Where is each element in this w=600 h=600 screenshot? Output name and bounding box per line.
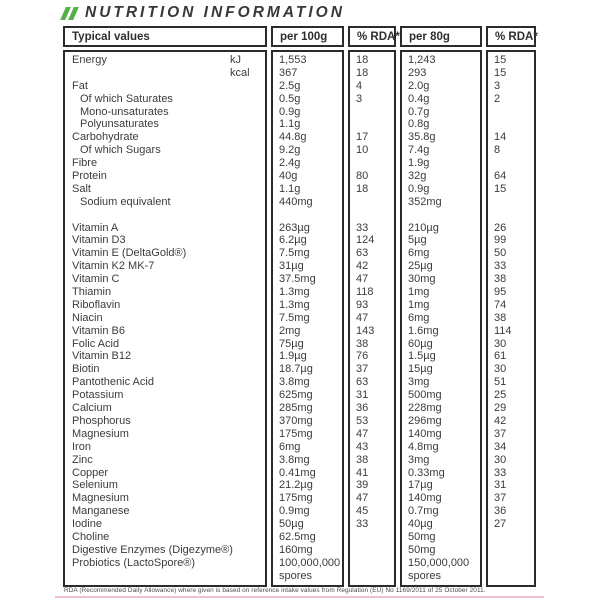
cell-per-80g: 50mg bbox=[408, 543, 436, 556]
cell-rda-80g: 38 bbox=[494, 311, 507, 324]
cell-rda-80g: 61 bbox=[494, 350, 507, 363]
cell-rda-80g: 15 bbox=[494, 66, 507, 79]
cell-rda-80g: 31 bbox=[494, 479, 507, 492]
cell-rda-80g: 8 bbox=[494, 144, 501, 157]
cell-rda-80g: 30 bbox=[494, 363, 507, 376]
cell-per-100g: 285mg bbox=[279, 402, 313, 415]
cell-per-100g bbox=[273, 209, 342, 222]
column-rda-100g bbox=[348, 50, 396, 587]
cell-per-100g: 7.5mg bbox=[279, 311, 310, 324]
nutrient-name: Choline bbox=[72, 530, 110, 543]
cell-rda-80g bbox=[488, 570, 534, 583]
cell-per-80g: 0.9g bbox=[408, 182, 430, 195]
row-label bbox=[65, 273, 265, 286]
cell-per-100g: 367 bbox=[279, 66, 298, 79]
cell-rda-100g bbox=[350, 196, 394, 209]
nutrient-name: Probiotics (LactoSpore®) bbox=[72, 556, 196, 569]
cell-per-100g: 62.5mg bbox=[279, 530, 316, 543]
cell-per-100g: 40g bbox=[279, 170, 298, 183]
cell-per-80g: 3mg bbox=[408, 453, 430, 466]
cell-rda-100g bbox=[350, 157, 394, 170]
cell-per-100g: 9.2g bbox=[279, 144, 301, 157]
column-per-80g bbox=[400, 50, 482, 587]
cell-per-100g: 1.3mg bbox=[279, 298, 310, 311]
cell-per-80g: 210µg bbox=[408, 221, 439, 234]
column-per-100g bbox=[271, 50, 344, 587]
cell-rda-100g: 18 bbox=[356, 182, 369, 195]
nutrient-name: Pantothenic Acid bbox=[72, 376, 154, 389]
cell-per-80g: 30mg bbox=[408, 273, 436, 286]
cell-rda-80g: 15 bbox=[494, 182, 507, 195]
cell-rda-100g bbox=[350, 557, 394, 570]
cell-per-100g: 50µg bbox=[279, 518, 304, 531]
nutrient-name: Phosphorus bbox=[72, 414, 131, 427]
cell-rda-80g: 29 bbox=[494, 402, 507, 415]
row-label bbox=[65, 389, 265, 402]
cell-rda-80g: 33 bbox=[494, 260, 507, 273]
nutrient-name: Potassium bbox=[72, 389, 124, 402]
cell-rda-100g: 43 bbox=[356, 440, 369, 453]
nutrient-name: Vitamin B12 bbox=[72, 350, 132, 363]
cell-per-80g: 140mg bbox=[408, 492, 442, 505]
cell-rda-80g: 14 bbox=[494, 131, 507, 144]
cell-per-80g: 293 bbox=[408, 66, 427, 79]
cell-rda-80g: 3 bbox=[494, 79, 501, 92]
cell-per-80g: 1mg bbox=[408, 286, 430, 299]
cell-per-100g: 1.1g bbox=[279, 182, 301, 195]
cell-rda-100g: 38 bbox=[356, 337, 369, 350]
cell-rda-80g: 64 bbox=[494, 170, 507, 183]
cell-per-80g: spores bbox=[408, 569, 442, 582]
cell-rda-100g: 42 bbox=[356, 260, 369, 273]
row-label bbox=[65, 286, 265, 299]
cell-rda-100g: 18 bbox=[356, 66, 369, 79]
cell-per-80g: 1.6mg bbox=[408, 324, 439, 337]
header-typical-values: Typical values bbox=[63, 26, 267, 47]
energy-unit-label: kcal bbox=[230, 66, 250, 79]
cell-per-80g: 1.9g bbox=[408, 157, 430, 170]
cell-rda-100g: 36 bbox=[356, 402, 369, 415]
row-label bbox=[65, 93, 265, 106]
row-label bbox=[65, 505, 265, 518]
cell-per-100g: 440mg bbox=[279, 195, 313, 208]
row-label bbox=[65, 260, 265, 273]
cell-rda-100g: 118 bbox=[356, 286, 374, 299]
nutrient-name: Vitamin D3 bbox=[72, 234, 126, 247]
nutrient-name: Selenium bbox=[72, 479, 118, 492]
cell-rda-100g: 3 bbox=[356, 92, 363, 105]
cell-rda-80g: 30 bbox=[494, 337, 507, 350]
cell-rda-80g: 51 bbox=[494, 376, 507, 389]
cell-rda-80g: 99 bbox=[494, 234, 507, 247]
row-label bbox=[65, 531, 265, 544]
cell-per-100g: 100,000,000 bbox=[279, 556, 341, 569]
cell-rda-80g: 33 bbox=[494, 466, 507, 479]
row-label bbox=[65, 131, 265, 144]
nutrient-name: Vitamin A bbox=[72, 221, 119, 234]
cell-per-80g: 0.33mg bbox=[408, 466, 445, 479]
column-typical-values bbox=[63, 50, 267, 587]
nutrient-name: Copper bbox=[72, 466, 109, 479]
cell-rda-80g: 27 bbox=[494, 518, 507, 531]
cell-per-80g: 1mg bbox=[408, 298, 430, 311]
nutrient-name: Digestive Enzymes (Digezyme®) bbox=[72, 543, 233, 556]
row-label bbox=[65, 54, 265, 67]
double-slash-icon bbox=[63, 7, 78, 20]
nutrient-name: Fibre bbox=[72, 157, 98, 170]
cell-rda-100g bbox=[350, 209, 394, 222]
cell-rda-80g: 95 bbox=[494, 286, 507, 299]
cell-rda-100g: 47 bbox=[356, 492, 369, 505]
row-label bbox=[65, 299, 265, 312]
nutrient-name: Iron bbox=[72, 440, 91, 453]
cell-rda-100g: 63 bbox=[356, 247, 369, 260]
cell-rda-100g: 47 bbox=[356, 427, 369, 440]
row-label bbox=[65, 454, 265, 467]
nutrient-name: Manganese bbox=[72, 505, 130, 518]
nutrient-name: Zinc bbox=[72, 453, 93, 466]
nutrient-name: Magnesium bbox=[72, 492, 129, 505]
cell-per-80g: 4.8mg bbox=[408, 440, 439, 453]
header-rda-80g: % RDA* bbox=[486, 26, 536, 47]
cell-rda-100g: 47 bbox=[356, 311, 369, 324]
cell-per-100g: 160mg bbox=[279, 543, 313, 556]
cell-rda-80g bbox=[488, 118, 534, 131]
cell-per-100g: 2mg bbox=[279, 324, 301, 337]
nutrient-name bbox=[72, 209, 75, 221]
cell-rda-80g: 74 bbox=[494, 298, 507, 311]
cell-rda-80g: 37 bbox=[494, 427, 507, 440]
nutrient-name: Vitamin C bbox=[72, 273, 120, 286]
cell-per-100g: 44.8g bbox=[279, 131, 307, 144]
nutrient-name: Energy bbox=[72, 54, 107, 66]
header-per-80g: per 80g bbox=[400, 26, 482, 47]
cell-rda-80g bbox=[488, 544, 534, 557]
cell-per-80g: 5µg bbox=[408, 234, 427, 247]
nutrient-name: Of which Saturates bbox=[80, 92, 173, 105]
row-label bbox=[65, 544, 265, 557]
row-label bbox=[65, 363, 265, 376]
row-label bbox=[65, 196, 265, 209]
cell-per-100g: 625mg bbox=[279, 389, 313, 402]
cell-per-80g: 352mg bbox=[408, 195, 442, 208]
cell-per-100g: 2.5g bbox=[279, 79, 301, 92]
cell-rda-100g: 47 bbox=[356, 273, 369, 286]
cell-per-80g: 32g bbox=[408, 170, 427, 183]
row-label bbox=[65, 428, 265, 441]
cell-rda-80g: 42 bbox=[494, 414, 507, 427]
cell-per-100g: 7.5mg bbox=[279, 247, 310, 260]
cell-rda-100g: 39 bbox=[356, 479, 369, 492]
cell-per-100g: 1,553 bbox=[279, 54, 307, 66]
row-label bbox=[65, 312, 265, 325]
cell-per-100g: 370mg bbox=[279, 414, 313, 427]
row-label bbox=[65, 67, 265, 80]
nutrient-name: Of which Sugars bbox=[80, 144, 161, 157]
row-label bbox=[65, 350, 265, 363]
row-label bbox=[65, 338, 265, 351]
cell-per-100g: 175mg bbox=[279, 492, 313, 505]
nutrient-name: Protein bbox=[72, 170, 107, 183]
cell-rda-100g: 143 bbox=[356, 324, 375, 337]
row-label bbox=[65, 479, 265, 492]
header-per-100g: per 100g bbox=[271, 26, 344, 47]
cell-per-80g: 1,243 bbox=[408, 54, 436, 66]
cell-per-80g: 140mg bbox=[408, 427, 442, 440]
cell-per-80g: 3mg bbox=[408, 376, 430, 389]
cell-rda-80g bbox=[488, 557, 534, 570]
cell-rda-80g: 26 bbox=[494, 221, 507, 234]
nutrient-name: Biotin bbox=[72, 363, 100, 376]
nutrient-name: Magnesium bbox=[72, 427, 129, 440]
row-label bbox=[65, 144, 265, 157]
cell-per-100g: 21.2µg bbox=[279, 479, 313, 492]
cell-rda-100g: 10 bbox=[356, 144, 369, 157]
cell-rda-100g bbox=[350, 118, 394, 131]
row-label bbox=[65, 170, 265, 183]
row-label bbox=[65, 80, 265, 93]
cell-rda-100g: 33 bbox=[356, 221, 369, 234]
nutrient-name: Folic Acid bbox=[72, 337, 120, 350]
cell-per-100g: 18.7µg bbox=[279, 363, 313, 376]
nutrient-name: Vitamin B6 bbox=[72, 324, 125, 337]
nutrient-name: Carbohydrate bbox=[72, 131, 139, 144]
page-title bbox=[63, 4, 345, 22]
cell-rda-80g: 38 bbox=[494, 273, 507, 286]
cell-rda-80g bbox=[488, 531, 534, 544]
cell-per-80g: 60µg bbox=[408, 337, 433, 350]
cell-per-80g: 40µg bbox=[408, 518, 433, 531]
cell-rda-100g: 41 bbox=[356, 466, 369, 479]
row-label bbox=[65, 325, 265, 338]
cell-per-80g: 2.0g bbox=[408, 79, 430, 92]
cell-per-100g: 0.41mg bbox=[279, 466, 316, 479]
row-label bbox=[65, 402, 265, 415]
row-label bbox=[65, 234, 265, 247]
cell-rda-80g: 34 bbox=[494, 440, 507, 453]
cell-rda-80g bbox=[488, 196, 534, 209]
cell-per-80g: 0.4g bbox=[408, 92, 430, 105]
row-label bbox=[65, 415, 265, 428]
nutrient-name bbox=[72, 570, 75, 582]
cell-rda-100g: 76 bbox=[356, 350, 369, 363]
cell-per-100g: 263µg bbox=[279, 221, 310, 234]
row-label bbox=[65, 106, 265, 119]
row-label bbox=[65, 441, 265, 454]
cell-rda-80g bbox=[488, 209, 534, 222]
cell-rda-100g: 38 bbox=[356, 453, 369, 466]
nutrient-name: Mono-unsaturates bbox=[80, 105, 169, 118]
nutrient-name bbox=[72, 67, 75, 79]
cell-per-80g: 6mg bbox=[408, 247, 430, 260]
cell-per-100g: 0.9g bbox=[279, 105, 301, 118]
cell-rda-80g: 37 bbox=[494, 492, 507, 505]
cell-per-80g: 35.8g bbox=[408, 131, 436, 144]
cell-per-80g: 1.5µg bbox=[408, 350, 436, 363]
cell-rda-80g: 36 bbox=[494, 505, 507, 518]
column-rda-80g bbox=[486, 50, 536, 587]
rda-footnote: RDA (Recommended Daily Allowance) where given is based on reference intake values from Regulation (EU) No 1169/2011 of 25 October 2011. bbox=[64, 587, 486, 594]
row-label bbox=[65, 518, 265, 531]
cell-per-80g: 6mg bbox=[408, 311, 430, 324]
row-label bbox=[65, 570, 265, 583]
cell-rda-80g: 50 bbox=[494, 247, 507, 260]
row-label bbox=[65, 118, 265, 131]
cell-per-80g: 50mg bbox=[408, 530, 436, 543]
row-label bbox=[65, 157, 265, 170]
cell-rda-100g: 63 bbox=[356, 376, 369, 389]
row-label bbox=[65, 492, 265, 505]
row-label bbox=[65, 247, 265, 260]
cell-per-100g: 0.5g bbox=[279, 92, 301, 105]
cell-rda-100g: 37 bbox=[356, 363, 369, 376]
nutrient-name: Iodine bbox=[72, 518, 102, 531]
cell-per-100g: 3.8mg bbox=[279, 453, 310, 466]
cell-per-100g: 75µg bbox=[279, 337, 304, 350]
cell-per-100g: 2.4g bbox=[279, 157, 301, 170]
cell-per-100g: 31µg bbox=[279, 260, 304, 273]
cell-per-100g: 6.2µg bbox=[279, 234, 307, 247]
cell-per-80g: 17µg bbox=[408, 479, 433, 492]
cell-per-100g: 175mg bbox=[279, 427, 313, 440]
cell-rda-80g: 15 bbox=[494, 54, 507, 66]
nutrition-table bbox=[63, 26, 536, 587]
cell-rda-80g: 2 bbox=[494, 92, 501, 105]
table-body bbox=[63, 50, 536, 587]
cell-rda-100g: 53 bbox=[356, 414, 369, 427]
cell-per-80g bbox=[402, 209, 480, 222]
cell-rda-100g: 93 bbox=[356, 298, 369, 311]
nutrient-name: Thiamin bbox=[72, 286, 112, 299]
nutrient-name: Vitamin E (DeltaGold®) bbox=[72, 247, 187, 260]
nutrient-name: Sodium equivalent bbox=[80, 195, 171, 208]
cell-rda-100g bbox=[350, 106, 394, 119]
cell-rda-80g bbox=[488, 106, 534, 119]
label-bottom-accent bbox=[55, 596, 544, 598]
cell-per-80g: 228mg bbox=[408, 402, 442, 415]
cell-per-100g: 3.8mg bbox=[279, 376, 310, 389]
cell-rda-100g: 124 bbox=[356, 234, 375, 247]
cell-rda-80g: 25 bbox=[494, 389, 507, 402]
cell-rda-100g: 4 bbox=[356, 79, 363, 92]
cell-per-80g: 0.7mg bbox=[408, 505, 439, 518]
nutrient-name: Riboflavin bbox=[72, 298, 121, 311]
row-label bbox=[65, 376, 265, 389]
cell-per-80g: 0.8g bbox=[408, 118, 430, 131]
spacer-row bbox=[65, 209, 265, 222]
cell-rda-100g bbox=[350, 531, 394, 544]
energy-unit-label: kJ bbox=[230, 54, 241, 66]
cell-rda-100g: 80 bbox=[356, 170, 369, 183]
cell-per-100g: 6mg bbox=[279, 440, 301, 453]
cell-per-100g: 1.3mg bbox=[279, 286, 310, 299]
cell-per-80g: 7.4g bbox=[408, 144, 430, 157]
row-label bbox=[65, 183, 265, 196]
cell-rda-100g: 18 bbox=[356, 54, 369, 66]
cell-per-80g: 150,000,000 bbox=[408, 556, 470, 569]
cell-per-80g: 15µg bbox=[408, 363, 433, 376]
cell-rda-100g: 31 bbox=[356, 389, 369, 402]
cell-rda-100g: 17 bbox=[356, 131, 369, 144]
cell-rda-100g: 45 bbox=[356, 505, 369, 518]
cell-rda-80g bbox=[488, 157, 534, 170]
cell-per-100g: 1.1g bbox=[279, 118, 301, 131]
cell-rda-100g bbox=[350, 544, 394, 557]
cell-rda-80g: 114 bbox=[494, 324, 512, 337]
cell-per-80g: 500mg bbox=[408, 389, 442, 402]
cell-per-100g: 37.5mg bbox=[279, 273, 316, 286]
row-label bbox=[65, 467, 265, 480]
cell-per-100g: 1.9µg bbox=[279, 350, 307, 363]
nutrient-name: Calcium bbox=[72, 402, 112, 415]
page-title-text: NUTRITION INFORMATION bbox=[85, 4, 345, 21]
row-label bbox=[65, 557, 265, 570]
nutrient-name: Salt bbox=[72, 182, 91, 195]
cell-rda-100g bbox=[350, 570, 394, 583]
cell-rda-80g: 30 bbox=[494, 453, 507, 466]
cell-per-80g: 25µg bbox=[408, 260, 433, 273]
header-rda-100g: % RDA* bbox=[348, 26, 396, 47]
nutrient-name: Vitamin K2 MK-7 bbox=[72, 260, 155, 273]
cell-per-80g: 296mg bbox=[408, 414, 442, 427]
cell-rda-100g: 33 bbox=[356, 518, 369, 531]
nutrient-name: Polyunsaturates bbox=[80, 118, 159, 131]
cell-per-100g: 0.9mg bbox=[279, 505, 310, 518]
cell-per-100g: spores bbox=[279, 569, 313, 582]
nutrient-name: Niacin bbox=[72, 311, 103, 324]
nutrient-name: Fat bbox=[72, 79, 88, 92]
row-label bbox=[65, 222, 265, 235]
cell-per-80g: 0.7g bbox=[408, 105, 430, 118]
table-header-row bbox=[63, 26, 536, 47]
